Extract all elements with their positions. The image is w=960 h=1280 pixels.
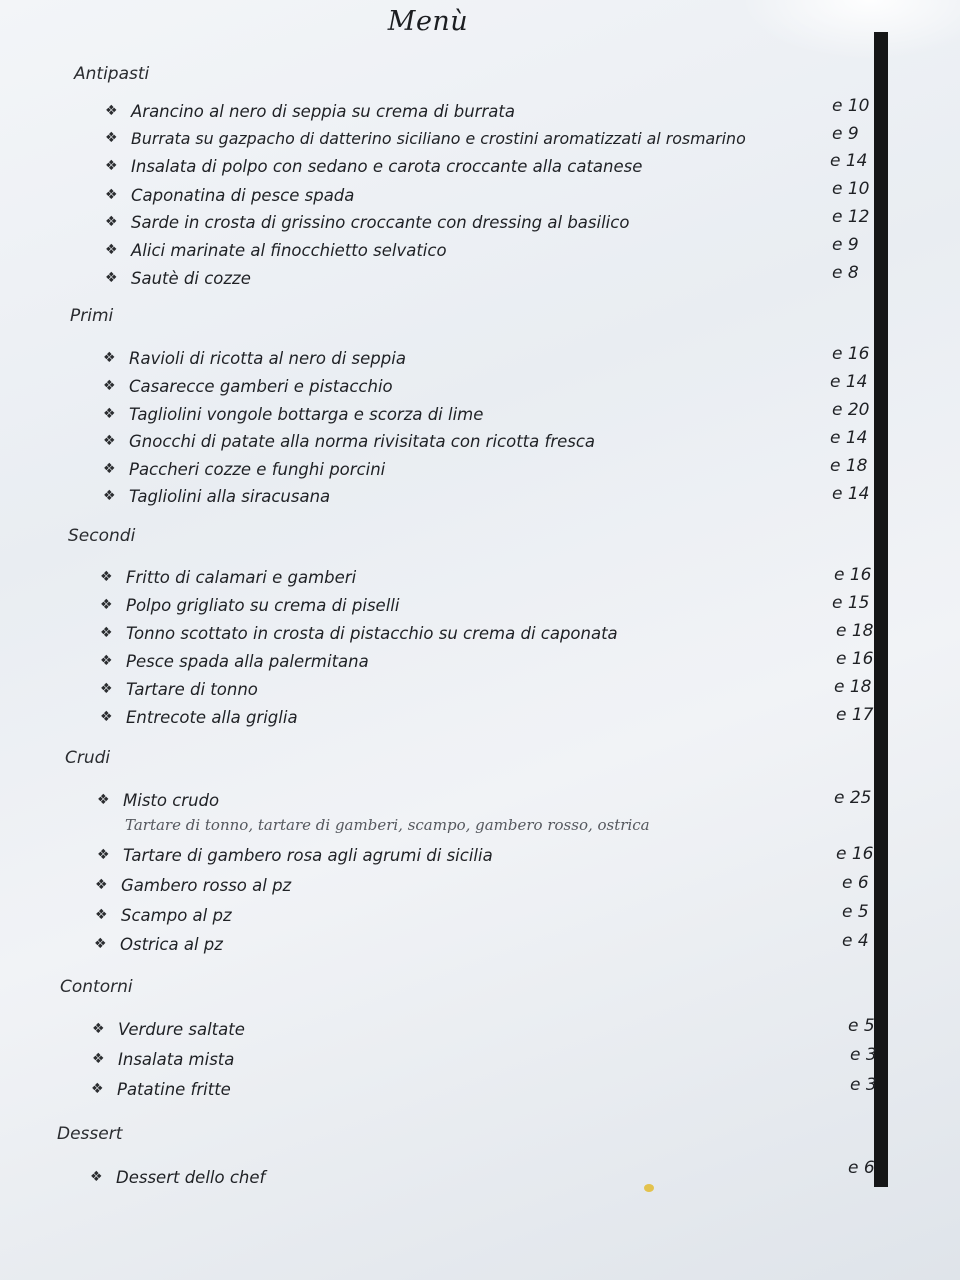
menu-item (92, 1016, 245, 1042)
item-description: Tartare di tonno, tartare di gamberi, scampo, gambero rosso, ostrica (125, 816, 650, 834)
menu-item (95, 902, 232, 928)
item-name: Caponatina di pesce spada (131, 185, 355, 205)
menu-item (105, 265, 251, 291)
item-name: Tagliolini alla siracusana (129, 486, 331, 506)
item-name: Arancino al nero di seppia su crema di burrata (131, 101, 515, 121)
item-name: Scampo al pz (121, 905, 232, 925)
item-name: Burrata su gazpacho di datterino siciliano e crostini aromatizzati al rosmarino (131, 128, 746, 148)
item-price: e 10 (832, 179, 870, 199)
diamond-bullet-icon: ❖ (95, 877, 108, 893)
menu-item (103, 401, 483, 427)
menu-item (92, 1046, 234, 1072)
item-name: Tartare di gambero rosa agli agrumi di sicilia (123, 845, 493, 865)
diamond-bullet-icon: ❖ (94, 936, 107, 952)
item-name: Paccheri cozze e funghi porcini (129, 459, 386, 479)
section-title-antipasti: Antipasti (74, 64, 150, 84)
item-price: e 15 (832, 593, 870, 613)
diamond-bullet-icon: ❖ (92, 1051, 105, 1067)
item-price: e 9 (832, 124, 859, 144)
item-price: e 16 (836, 844, 874, 864)
item-price: e 14 (832, 484, 870, 504)
menu-item (97, 787, 219, 813)
diamond-bullet-icon: ❖ (97, 847, 110, 863)
diamond-bullet-icon: ❖ (97, 792, 110, 808)
section-title-secondi: Secondi (68, 526, 136, 546)
diamond-bullet-icon: ❖ (103, 378, 116, 394)
item-name: Gambero rosso al pz (121, 875, 292, 895)
menu-item (105, 209, 629, 235)
item-name: Insalata mista (118, 1049, 235, 1069)
item-price: e 18 (830, 456, 868, 476)
section-title-contorni: Contorni (60, 977, 133, 997)
menu-item (105, 182, 354, 208)
item-name: Patatine fritte (117, 1079, 231, 1099)
menu-item (95, 872, 291, 898)
item-name: Entrecote alla griglia (126, 707, 298, 727)
item-price: e 18 (834, 677, 872, 697)
item-price: e 5 (842, 902, 869, 922)
item-price: e 3 (850, 1045, 877, 1065)
menu-item (105, 98, 515, 124)
item-price: e 16 (834, 565, 872, 585)
section-title-dessert: Dessert (57, 1124, 123, 1144)
diamond-bullet-icon: ❖ (100, 681, 113, 697)
item-name: Ravioli di ricotta al nero di seppia (129, 348, 406, 368)
item-price: e 18 (836, 621, 874, 641)
item-name: Misto crudo (123, 790, 220, 810)
menu-item (105, 153, 642, 179)
item-name: Verdure saltate (118, 1019, 245, 1039)
item-price: e 5 (848, 1016, 875, 1036)
item-name: Alici marinate al finocchietto selvatico (131, 240, 447, 260)
menu-item (103, 483, 330, 509)
menu-item (105, 237, 447, 263)
item-name: Tartare di tonno (126, 679, 258, 699)
diamond-bullet-icon: ❖ (103, 488, 116, 504)
diamond-bullet-icon: ❖ (103, 350, 116, 366)
diamond-bullet-icon: ❖ (103, 433, 116, 449)
diamond-bullet-icon: ❖ (91, 1081, 104, 1097)
item-name: Casarecce gamberi e pistacchio (129, 376, 393, 396)
diamond-bullet-icon: ❖ (103, 406, 116, 422)
diamond-bullet-icon: ❖ (105, 187, 118, 203)
menu-item (100, 676, 258, 702)
item-price: e 6 (848, 1158, 875, 1178)
item-price: e 8 (832, 263, 859, 283)
item-price: e 16 (836, 649, 874, 669)
item-price: e 25 (834, 788, 872, 808)
item-name: Sautè di cozze (131, 268, 251, 288)
menu-title: Menù (387, 6, 469, 37)
item-price: e 12 (832, 207, 870, 227)
item-price: e 10 (832, 96, 870, 116)
diamond-bullet-icon: ❖ (92, 1021, 105, 1037)
page-edge-bar (874, 32, 888, 1187)
item-name: Insalata di polpo con sedano e carota croccante alla catanese (131, 156, 643, 176)
menu-item (100, 648, 369, 674)
diamond-bullet-icon: ❖ (100, 625, 113, 641)
diamond-bullet-icon: ❖ (100, 653, 113, 669)
diamond-bullet-icon: ❖ (105, 214, 118, 230)
diamond-bullet-icon: ❖ (100, 709, 113, 725)
item-name: Polpo grigliato su crema di piselli (126, 595, 400, 615)
item-name: Fritto di calamari e gamberi (126, 567, 357, 587)
item-price: e 14 (830, 428, 868, 448)
crumb-speck (644, 1184, 654, 1192)
menu-item (97, 842, 493, 868)
item-price: e 9 (832, 235, 859, 255)
menu-item (94, 931, 223, 957)
menu-item (103, 373, 393, 399)
menu-item (100, 620, 618, 646)
diamond-bullet-icon: ❖ (103, 461, 116, 477)
diamond-bullet-icon: ❖ (95, 907, 108, 923)
item-price: e 4 (842, 931, 869, 951)
item-name: Tagliolini vongole bottarga e scorza di lime (129, 404, 484, 424)
menu-item (103, 456, 385, 482)
item-name: Dessert dello chef (116, 1167, 266, 1187)
item-name: Gnocchi di patate alla norma rivisitata con ricotta fresca (129, 431, 596, 451)
menu-item (103, 428, 595, 454)
item-price: e 17 (836, 705, 874, 725)
item-price: e 14 (830, 151, 868, 171)
diamond-bullet-icon: ❖ (105, 242, 118, 258)
section-title-primi: Primi (70, 306, 114, 326)
item-name: Sarde in crosta di grissino croccante con dressing al basilico (131, 212, 630, 232)
item-price: e 14 (830, 372, 868, 392)
item-name: Tonno scottato in crosta di pistacchio su crema di caponata (126, 623, 618, 643)
menu-item (100, 564, 356, 590)
menu-item (91, 1076, 231, 1102)
section-title-crudi: Crudi (65, 748, 111, 768)
menu-item (105, 125, 746, 151)
menu-item (103, 345, 406, 371)
item-price: e 6 (842, 873, 869, 893)
diamond-bullet-icon: ❖ (100, 569, 113, 585)
item-name: Pesce spada alla palermitana (126, 651, 369, 671)
item-price: e 16 (832, 344, 870, 364)
diamond-bullet-icon: ❖ (105, 103, 118, 119)
menu-item (100, 704, 298, 730)
diamond-bullet-icon: ❖ (105, 158, 118, 174)
menu-item (100, 592, 399, 618)
diamond-bullet-icon: ❖ (90, 1169, 103, 1185)
item-name: Ostrica al pz (120, 934, 223, 954)
menu-item (90, 1164, 265, 1190)
diamond-bullet-icon: ❖ (100, 597, 113, 613)
item-price: e 3 (850, 1075, 877, 1095)
item-price: e 20 (832, 400, 870, 420)
diamond-bullet-icon: ❖ (105, 130, 118, 146)
diamond-bullet-icon: ❖ (105, 270, 118, 286)
